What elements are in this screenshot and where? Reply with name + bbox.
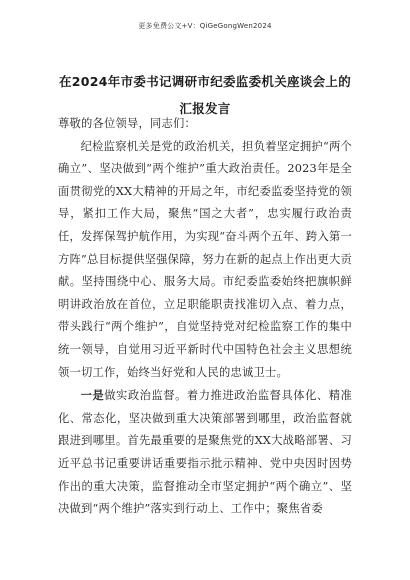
paragraph-2 [58,384,352,521]
header-note: 更多免费公文+V：QiGeGongWen2024 [138,22,272,30]
document-title: 在2024年市委书记调研市纪委监委机关座谈会上的汇报发言 [59,74,351,116]
paragraph-2-text: 做实政治监督。着力推进政治监督具体化、精准化、常态化，坚决做到重大决策部署到哪里，政治监督就跟进到哪里。首先最重要的是聚焦党的XX大战略部署、习近平总书记重要讲话重要指示批示精神、党中央因时因势作出的重大决策，监督推动全市坚定拥护“两个确立”、坚决做到“两个维护”落实到行动上、工作中；聚焦省委 [58,389,353,516]
paragraph-1: 纪检监察机关是党的政治机关，担负着坚定拥护“两个确立”、坚决做到“两个维护”重大政治责任。2023年是全面贯彻党的XX大精神的开局之年，市纪委监委坚持党的领导，紧扣工作大局，聚焦“国之大者”，忠实履行政治责任，发挥保驾护航作用，为实现“奋斗两个五年、跨入第一方阵”总目标提供坚强保障，努力在新的起点上作出更大贡献。坚持围绕中心、服务大局。市纪委监委始终把旗帜鲜明讲政治放在首位，立足职能职责找准切入点、着力点，带头践行“两个维护”，自觉坚持党对纪检监察工作的集中统一领导，自觉用习近平新时代中国特色社会主义思想统领一切工作，始终当好党和人民的忠诚卫士。 [58,139,352,379]
salutation: 尊敬的各位领导，同志们： [58,117,196,130]
document-body [58,113,352,521]
paragraph-2-lead: 一是 [80,388,105,403]
